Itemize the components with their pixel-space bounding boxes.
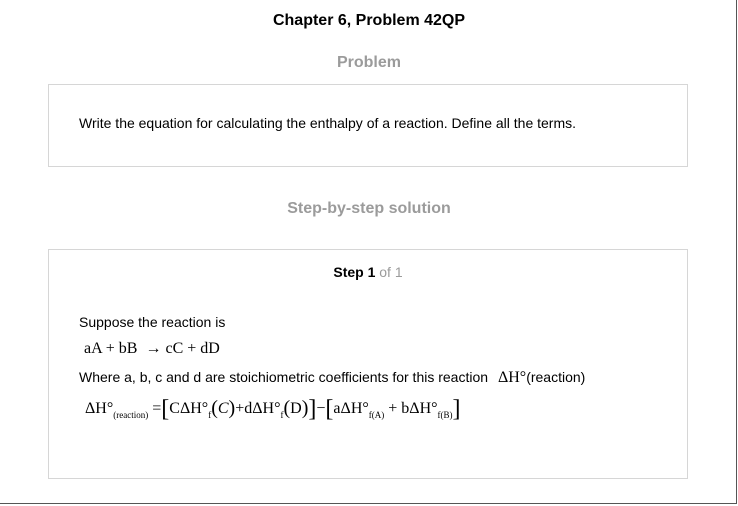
solution-line-3-tail: (reaction) [526, 369, 586, 385]
eq-prod2-arg: D [290, 400, 302, 417]
eq-react1-sub: f(A) [368, 410, 385, 420]
step-number: Step 1 [333, 264, 376, 280]
eq-prod1: CΔH° [169, 400, 209, 417]
eq-prod2: dΔH° [244, 400, 281, 417]
eq-react2: bΔH° [401, 400, 438, 417]
solution-line-3-text: Where a, b, c and d are stoichiometric coefficients for this reaction [79, 369, 489, 385]
delta-h-symbol: ΔH° [497, 369, 527, 386]
paren-close-d: ) [301, 397, 309, 419]
bracket-close-1: ] [308, 396, 317, 422]
eq-prod1-arg: C [217, 400, 229, 417]
eq-plus-2: + [388, 400, 398, 417]
eq-prod1-sub: f [208, 410, 212, 420]
page-title: Chapter 6, Problem 42QP [272, 12, 466, 29]
eq-equals: = [152, 400, 162, 417]
enthalpy-equation [85, 396, 461, 423]
paren-open-c: ( [211, 397, 218, 419]
bracket-open-1: [ [161, 396, 170, 422]
paren-open-d: ( [283, 397, 291, 419]
eq-minus: − [316, 400, 326, 417]
paren-close-c: ) [228, 397, 236, 419]
reaction-equation: aA + bB → cC + dD [84, 340, 220, 357]
bracket-close-2: ] [452, 396, 461, 422]
solution-line-3 [79, 369, 585, 387]
step-label [49, 264, 687, 280]
eq-lhs: ΔH° [85, 400, 114, 417]
eq-react2-sub: f(B) [437, 410, 453, 420]
eq-prod2-sub: f [280, 410, 284, 420]
solution-box [48, 249, 688, 479]
problem-heading: Problem [336, 54, 401, 71]
solution-line-1: Suppose the reaction is [79, 314, 226, 330]
bracket-open-2: [ [325, 396, 334, 422]
eq-react1: aΔH° [333, 400, 369, 417]
solution-heading: Step-by-step solution [287, 200, 451, 217]
eq-plus-1: + [235, 400, 245, 417]
eq-lhs-sub: (reaction) [113, 410, 149, 420]
step-count: of 1 [379, 264, 403, 280]
problem-box [48, 84, 688, 167]
problem-text: Write the equation for calculating the enthalpy of a reaction. Define all the terms. [79, 115, 577, 131]
